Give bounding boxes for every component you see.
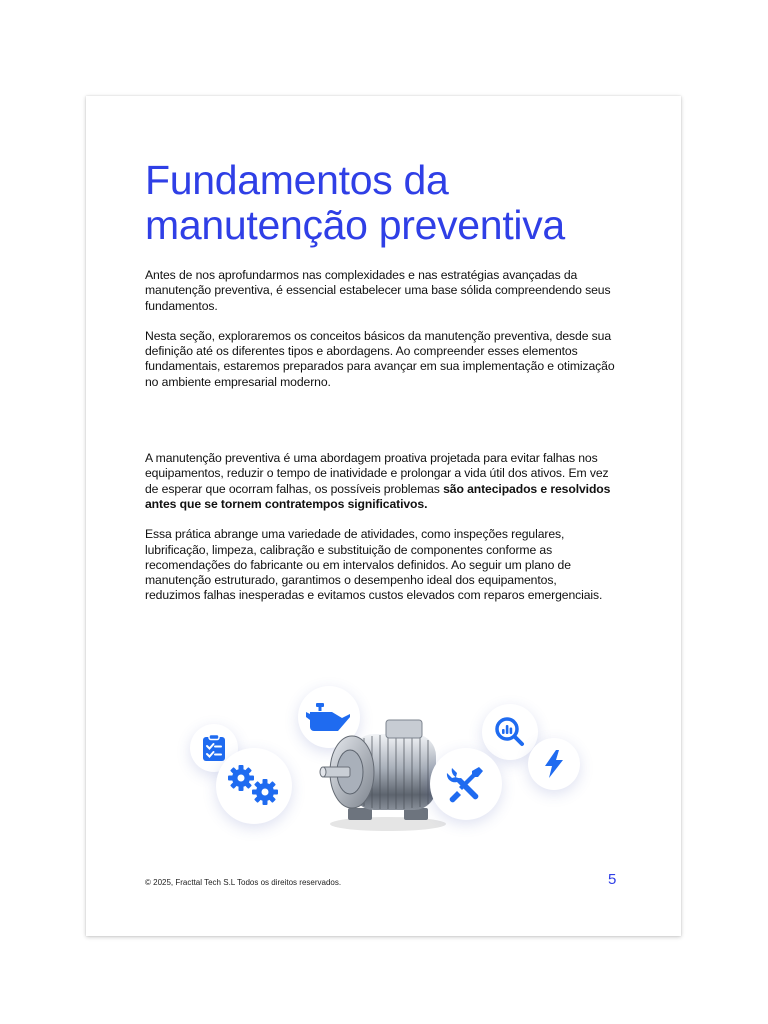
analytics-bubble xyxy=(482,704,538,760)
tools-bubble xyxy=(430,748,502,820)
wrench-screwdriver-icon xyxy=(446,764,486,804)
lightning-icon xyxy=(543,750,565,778)
analytics-search-icon xyxy=(495,717,525,747)
definition-text: A manutenção preventiva é uma abordagem proativa projetada para evitar falhas nos equipamentos, reduzir o tempo de inatividade e prolongar a vida útil dos ativos. Em vez de esperar que ocorram falhas, os possíveis problemas xyxy=(145,451,609,496)
lightning-bubble xyxy=(528,738,580,790)
definition-emphasis: são antecipados e resolvidos antes que se tornem contratempos significativos. xyxy=(145,481,611,511)
page-title: Fundamentos da manutenção preventiva xyxy=(145,157,565,248)
activities-paragraph: Essa prática abrange uma variedade de atividades, como inspeções regulares, lubrificação, limpeza, calibração e substituição de componentes conforme as recomendações do fabricante ou em intervalos definidos. Ao seguir um plano de manutenção estruturado, garantimos o desempenho ideal dos equipamentos, reduzimos falhas inesperadas e evitamos custos elevados com reparos emergenciais. xyxy=(145,527,603,603)
gears-icon xyxy=(227,764,281,808)
intro-paragraph: Antes de nos aprofundarmos nas complexidades e nas estratégias avançadas da manutenção preventiva, é essencial estabelecer uma base sólida compreendendo seus fundamentos. xyxy=(145,268,611,313)
section-overview-paragraph: Nesta seção, exploraremos os conceitos básicos da manutenção preventiva, desde sua definição até os diferentes tipos e abordagens. Ao compreender esses elementos fundamentais, estaremos preparados para avançar em sua implementação e otimização no ambiente empresarial moderno. xyxy=(145,328,615,389)
definition-paragraph xyxy=(145,451,615,512)
page-content xyxy=(145,158,615,604)
page-number: 5 xyxy=(608,871,617,888)
document-page xyxy=(86,96,681,936)
gears-bubble xyxy=(216,748,292,824)
maintenance-illustration xyxy=(186,686,586,836)
copyright-notice: © 2025, Fracttal Tech S.L Todos os direitos reservados. xyxy=(145,878,342,887)
clipboard-checklist-icon xyxy=(202,734,226,762)
